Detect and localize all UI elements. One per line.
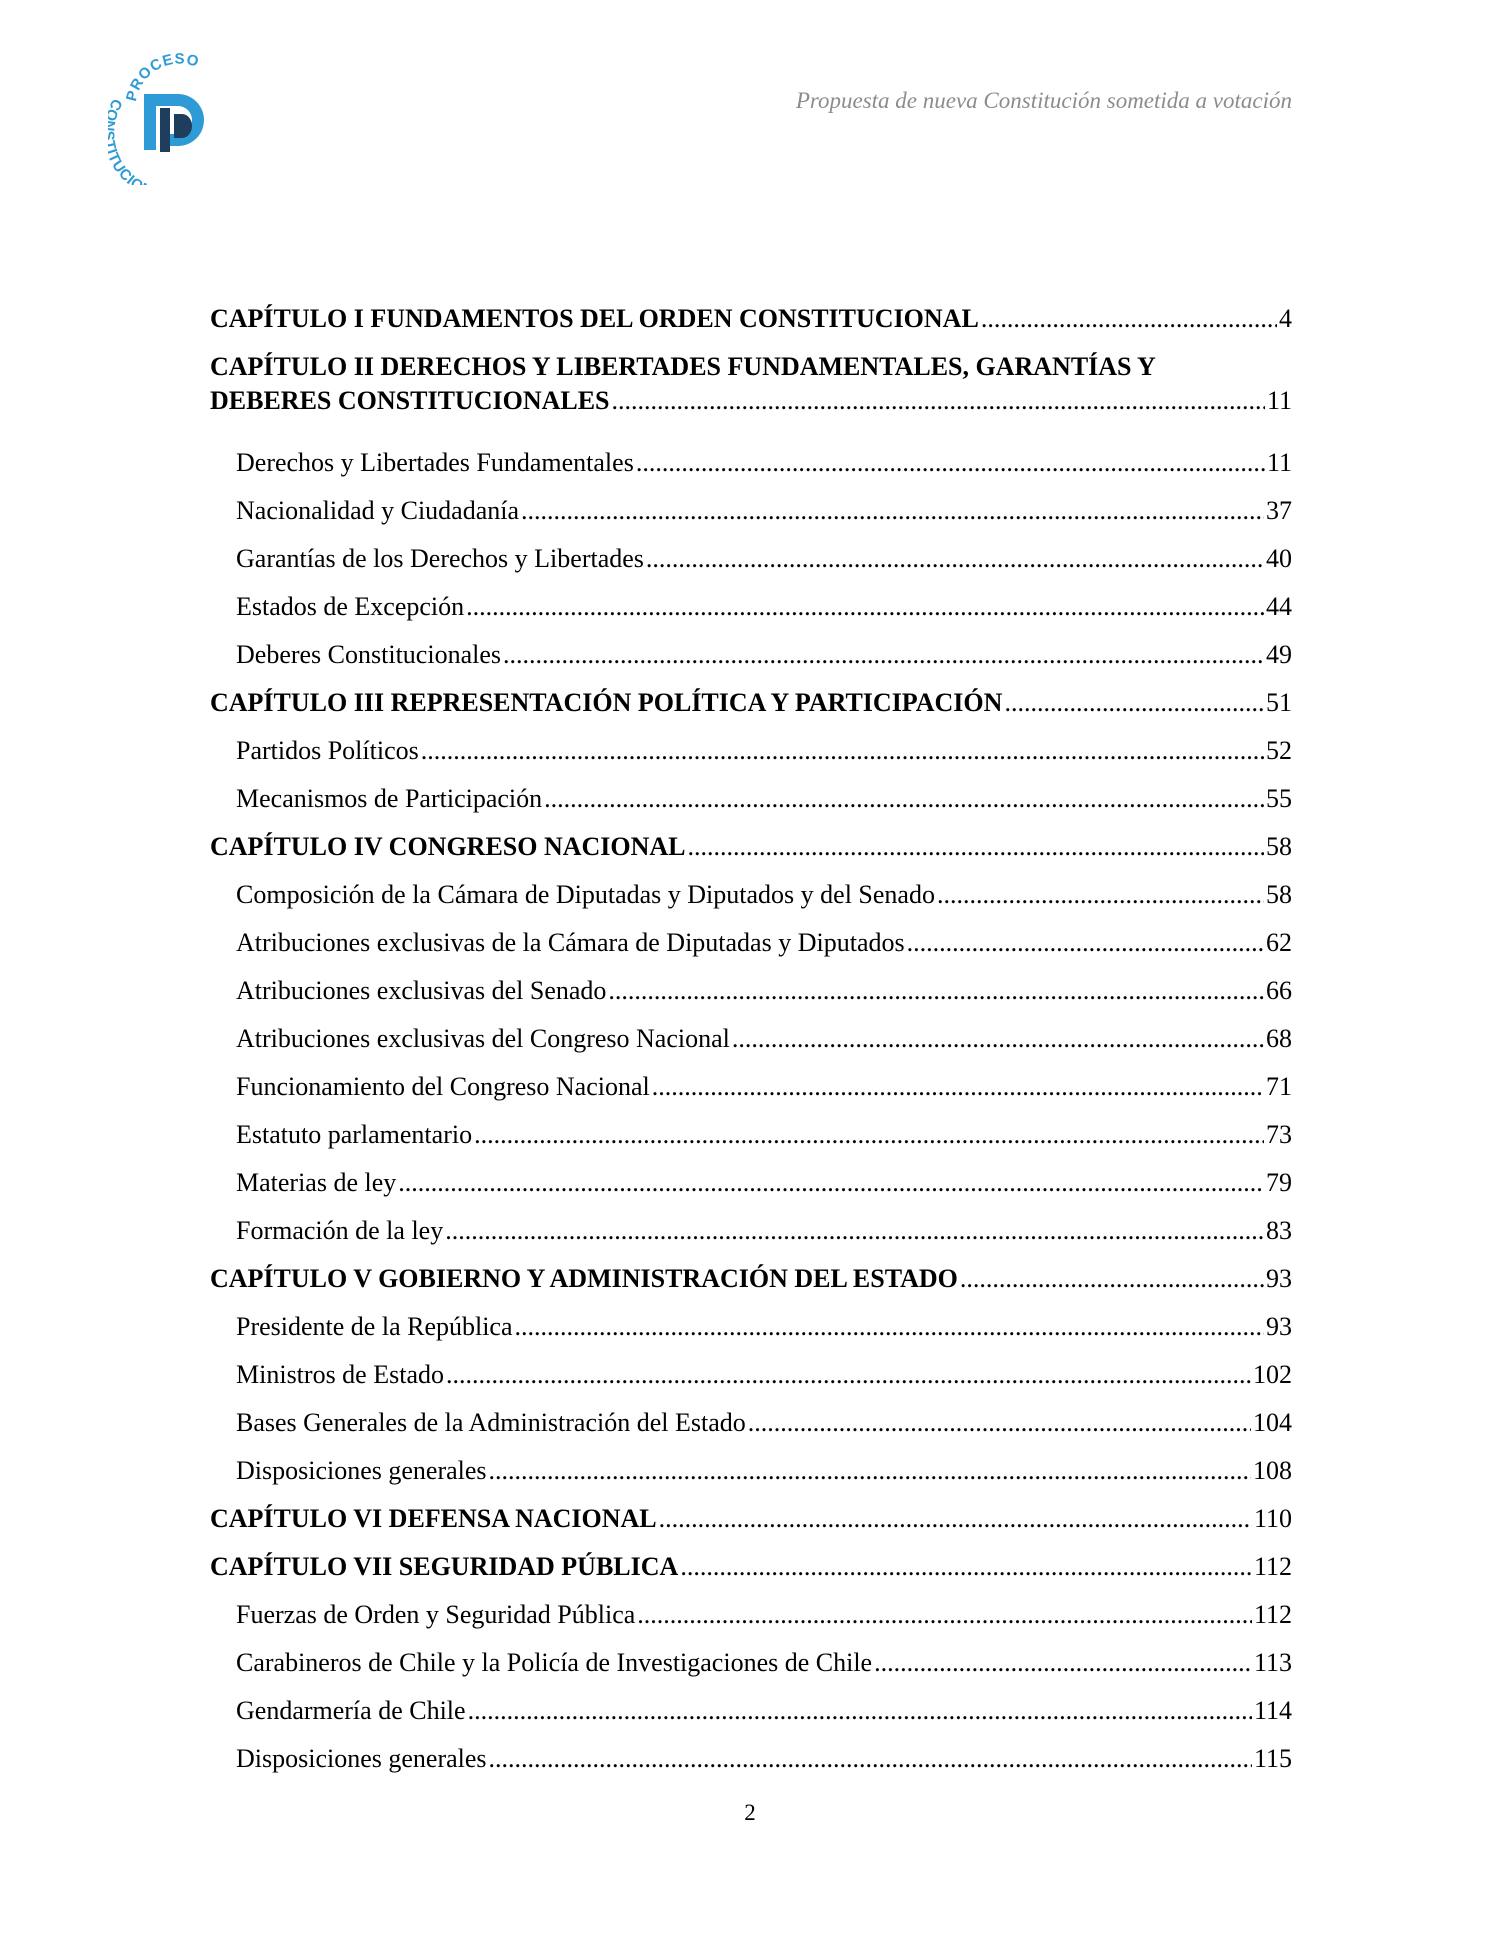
- toc-entry-page: 110: [1253, 1504, 1292, 1533]
- toc-entry-section[interactable]: [210, 1744, 1292, 1792]
- toc-entry-page: 44: [1266, 592, 1292, 621]
- toc-entry-title: Derechos y Libertades Fundamentales: [236, 448, 634, 477]
- toc-entry-page: 55: [1266, 784, 1292, 813]
- toc-dot-leader: [981, 304, 1277, 334]
- toc-entry-page: 112: [1253, 1552, 1292, 1581]
- toc-entry-section[interactable]: [210, 1408, 1292, 1456]
- toc-entry-page: 58: [1266, 832, 1292, 861]
- document-header-title: Propuesta de nueva Constitución sometida a votación: [795, 88, 1292, 113]
- toc-entry-title: Estatuto parlamentario: [236, 1120, 473, 1149]
- toc-entry-page: 52: [1266, 736, 1292, 765]
- toc-entry-title: CAPÍTULO VI DEFENSA NACIONAL: [210, 1504, 657, 1533]
- toc-entry-title-line2: DEBERES CONSTITUCIONALES: [210, 386, 610, 415]
- toc-dot-leader: [421, 736, 1264, 766]
- toc-entry-page: 11: [1266, 386, 1292, 415]
- toc-entry-title: Bases Generales de la Administración del Estado: [236, 1408, 746, 1437]
- toc-entry-page: 104: [1253, 1408, 1292, 1437]
- toc-entry-chapter-3[interactable]: [210, 688, 1292, 736]
- toc-dot-leader: [874, 1648, 1252, 1678]
- toc-dot-leader: [680, 1552, 1252, 1582]
- logo-bottom-text: UCIO: [108, 157, 147, 185]
- toc-entry-title: CAPÍTULO IV CONGRESO NACIONAL: [210, 832, 686, 861]
- proceso-constitucional-logo: [108, 50, 238, 185]
- toc-entry-section[interactable]: [210, 1360, 1292, 1408]
- logo-top-text: PROCESO: [123, 50, 202, 103]
- toc-dot-leader: [466, 592, 1264, 622]
- toc-entry-title: CAPÍTULO III REPRESENTACIÓN POLÍTICA Y PARTICIPACIÓN: [210, 688, 1003, 717]
- toc-entry-page: 58: [1266, 880, 1292, 909]
- toc-entry-page: 115: [1253, 1744, 1292, 1773]
- toc-dot-leader: [748, 1408, 1251, 1438]
- toc-entry-page: 68: [1266, 1024, 1292, 1053]
- toc-dot-leader: [521, 496, 1264, 526]
- toc-dot-leader: [489, 1456, 1251, 1486]
- toc-entry-page: 11: [1266, 448, 1292, 477]
- toc-entry-page: 79: [1266, 1168, 1292, 1197]
- toc-entry-title: Funcionamiento del Congreso Nacional: [236, 1072, 650, 1101]
- toc-dot-leader: [445, 1216, 1264, 1246]
- toc-entry-section[interactable]: [210, 976, 1292, 1024]
- toc-dot-leader: [515, 1312, 1264, 1342]
- toc-entry-chapter-2[interactable]: [210, 352, 1292, 448]
- toc-dot-leader: [446, 1360, 1251, 1390]
- toc-entry-title: Presidente de la República: [236, 1312, 513, 1341]
- toc-entry-section[interactable]: [210, 640, 1292, 688]
- toc-entry-title: Disposiciones generales: [236, 1744, 487, 1773]
- toc-entry-page: 93: [1266, 1312, 1292, 1341]
- toc-dot-leader: [636, 448, 1265, 478]
- toc-entry-title: Deberes Constitucionales: [236, 640, 501, 669]
- toc-dot-leader: [960, 1264, 1264, 1294]
- toc-entry-title: Garantías de los Derechos y Libertades: [236, 544, 644, 573]
- toc-entry-title: Gendarmería de Chile: [236, 1696, 466, 1725]
- toc-entry-section[interactable]: [210, 928, 1292, 976]
- toc-entry-title: Ministros de Estado: [236, 1360, 444, 1389]
- toc-entry-title: Atribuciones exclusivas del Congreso Nacional: [236, 1024, 730, 1053]
- toc-entry-page: 102: [1253, 1360, 1292, 1389]
- toc-dot-leader: [659, 1504, 1252, 1534]
- toc-entry-title: CAPÍTULO I FUNDAMENTOS DEL ORDEN CONSTITUCIONAL: [210, 304, 979, 333]
- toc-entry-page: 4: [1279, 304, 1292, 333]
- toc-entry-page: 51: [1266, 688, 1292, 717]
- toc-entry-section[interactable]: [210, 592, 1292, 640]
- toc-dot-leader: [652, 1072, 1264, 1102]
- toc-entry-chapter-4[interactable]: [210, 832, 1292, 880]
- toc-entry-section[interactable]: [210, 448, 1292, 496]
- toc-entry-title: CAPÍTULO V GOBIERNO Y ADMINISTRACIÓN DEL ESTADO: [210, 1264, 958, 1293]
- toc-dot-leader: [1004, 688, 1264, 718]
- toc-entry-title: Estados de Excepción: [236, 592, 465, 621]
- toc-dot-leader: [688, 832, 1264, 862]
- toc-entry-title-line1: CAPÍTULO II DERECHOS Y LIBERTADES FUNDAMENTALES, GARANTÍAS Y: [210, 352, 1156, 381]
- toc-dot-leader: [646, 544, 1264, 574]
- toc-entry-title: Materias de ley: [236, 1168, 397, 1197]
- toc-entry-title: Fuerzas de Orden y Seguridad Pública: [236, 1600, 636, 1629]
- toc-entry-page: 62: [1266, 928, 1292, 957]
- toc-entry-section[interactable]: [210, 1600, 1292, 1648]
- toc-entry-section[interactable]: [210, 1120, 1292, 1168]
- toc-entry-page: 49: [1266, 640, 1292, 669]
- toc-dot-leader: [907, 928, 1264, 958]
- toc-entry-page: 83: [1266, 1216, 1292, 1245]
- toc-entry-chapter-1[interactable]: [210, 304, 1292, 352]
- toc-entry-section[interactable]: [210, 1072, 1292, 1120]
- toc-dot-leader: [612, 386, 1265, 416]
- toc-entry-section[interactable]: [210, 784, 1292, 832]
- toc-dot-leader: [468, 1696, 1252, 1726]
- toc-entry-section[interactable]: [210, 1696, 1292, 1744]
- toc-entry-section[interactable]: [210, 880, 1292, 928]
- toc-entry-title: Atribuciones exclusivas del Senado: [236, 976, 607, 1005]
- toc-entry-page: 93: [1266, 1264, 1292, 1293]
- toc-entry-section[interactable]: [210, 1312, 1292, 1360]
- toc-entry-page: 66: [1266, 976, 1292, 1005]
- toc-entry-page: 108: [1253, 1456, 1292, 1485]
- toc-entry-section[interactable]: [210, 736, 1292, 784]
- toc-entry-title: Nacionalidad y Ciudadanía: [236, 496, 520, 525]
- logo-graphic: [108, 50, 238, 185]
- toc-entry-section[interactable]: [210, 1216, 1292, 1264]
- table-of-contents: [210, 304, 1292, 1792]
- toc-entry-page: 73: [1266, 1120, 1292, 1149]
- toc-entry-title: Atribuciones exclusivas de la Cámara de Diputadas y Diputados: [236, 928, 905, 957]
- toc-entry-title: CAPÍTULO VII SEGURIDAD PÚBLICA: [210, 1552, 679, 1581]
- toc-entry-section[interactable]: [210, 1648, 1292, 1696]
- toc-dot-leader: [732, 1024, 1264, 1054]
- toc-entry-page: 40: [1266, 544, 1292, 573]
- toc-dot-leader: [503, 640, 1264, 670]
- toc-entry-page: 71: [1266, 1072, 1292, 1101]
- toc-dot-leader: [398, 1168, 1264, 1198]
- toc-entry-section[interactable]: [210, 1456, 1292, 1504]
- toc-entry-page: 37: [1266, 496, 1292, 525]
- toc-entry-page: 114: [1253, 1696, 1292, 1725]
- toc-entry-section[interactable]: [210, 496, 1292, 544]
- toc-entry-section[interactable]: [210, 544, 1292, 592]
- toc-entry-title: Disposiciones generales: [236, 1456, 487, 1485]
- toc-entry-title: Formación de la ley: [236, 1216, 444, 1245]
- toc-entry-page: 112: [1253, 1600, 1292, 1629]
- toc-dot-leader: [544, 784, 1264, 814]
- toc-entry-title: Composición de la Cámara de Diputadas y Diputados y del Senado: [236, 880, 935, 909]
- toc-entry-title: Carabineros de Chile y la Policía de Investigaciones de Chile: [236, 1648, 873, 1677]
- toc-entry-chapter-5[interactable]: [210, 1264, 1292, 1312]
- toc-entry-title: Mecanismos de Participación: [236, 784, 543, 813]
- toc-dot-leader: [474, 1120, 1264, 1150]
- toc-dot-leader: [937, 880, 1264, 910]
- page-number: 2: [744, 1800, 756, 1825]
- toc-dot-leader: [489, 1744, 1252, 1774]
- toc-entry-chapter-6[interactable]: [210, 1504, 1292, 1552]
- toc-entry-page: 113: [1253, 1648, 1292, 1677]
- toc-entry-title: Partidos Políticos: [236, 736, 419, 765]
- toc-entry-section[interactable]: [210, 1168, 1292, 1216]
- toc-entry-section[interactable]: [210, 1024, 1292, 1072]
- toc-dot-leader: [637, 1600, 1252, 1630]
- toc-dot-leader: [608, 976, 1264, 1006]
- toc-entry-chapter-7[interactable]: [210, 1552, 1292, 1600]
